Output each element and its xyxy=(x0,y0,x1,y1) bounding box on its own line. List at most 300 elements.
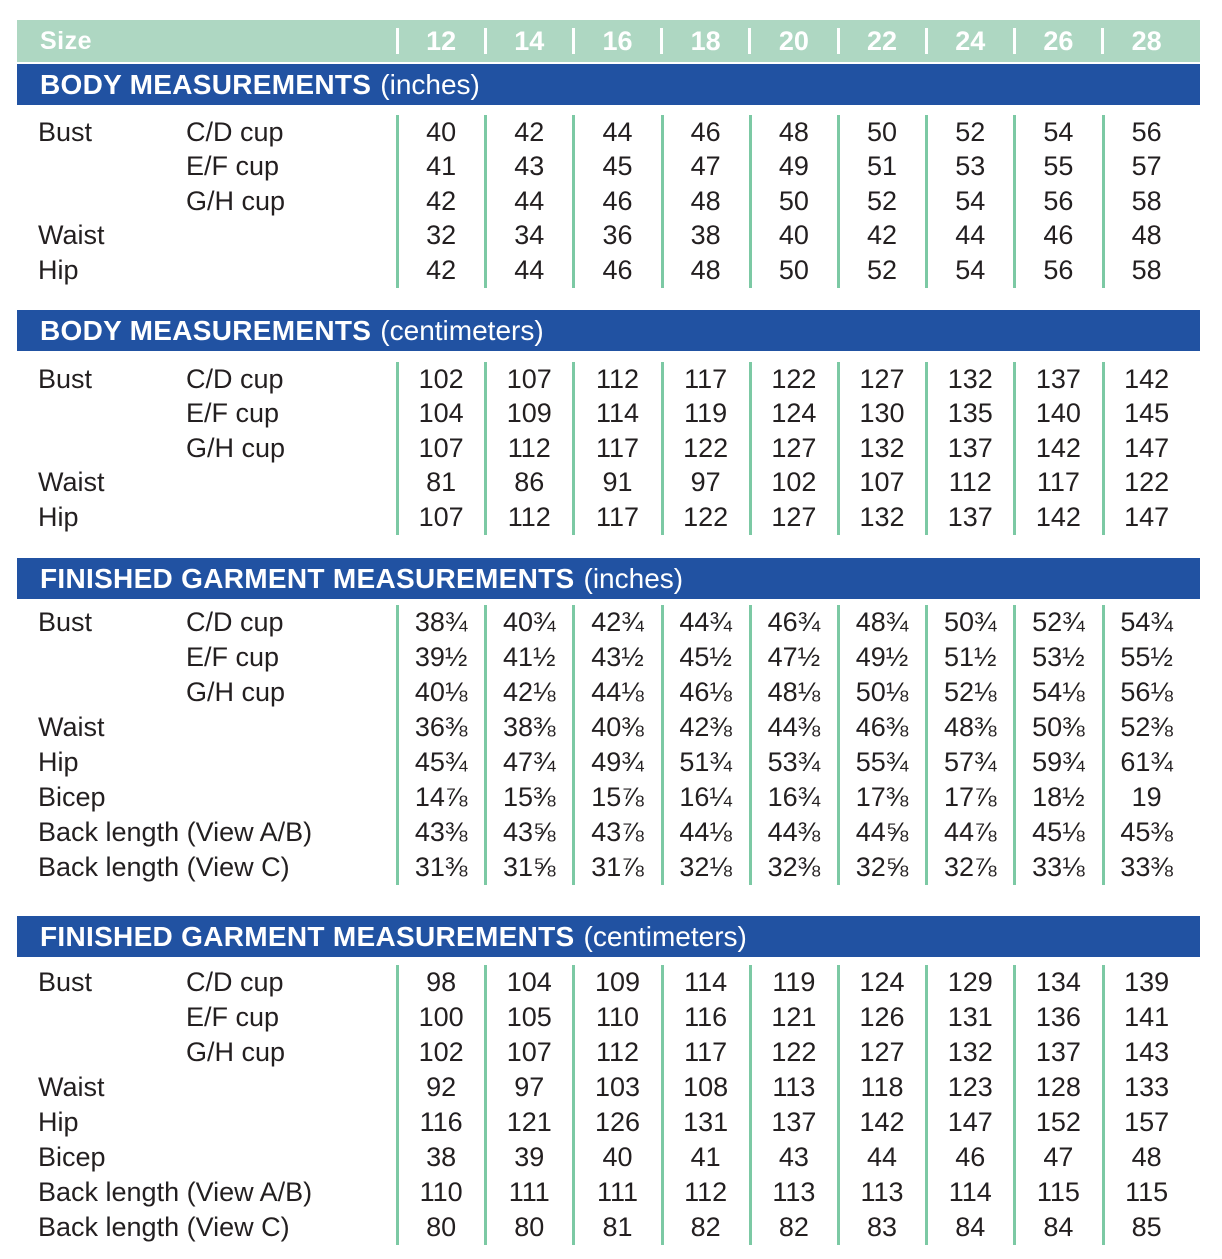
value-cell: 102 xyxy=(771,467,817,498)
value-cell: 137 xyxy=(1035,1037,1081,1067)
value-cell: 45 xyxy=(602,151,633,182)
value-cell: 40⅜ xyxy=(591,712,644,742)
size-header-divider xyxy=(1013,28,1016,54)
value-cell: 38 xyxy=(690,220,721,251)
value-cell: 137 xyxy=(771,1107,817,1137)
size-header-divider xyxy=(1101,28,1104,54)
section-title: FINISHED GARMENT MEASUREMENTS xyxy=(40,920,575,952)
row-label: Back length (View C) xyxy=(38,852,290,882)
measurement-row xyxy=(0,1035,1222,1070)
value-cell: 50 xyxy=(778,185,809,216)
value-cell: 44 xyxy=(955,220,986,251)
value-cell: 112 xyxy=(507,432,551,463)
size-header-band xyxy=(17,20,1200,62)
value-cell: 49½ xyxy=(855,642,909,672)
value-cell: 44⅜ xyxy=(767,817,821,847)
value-cell: 97 xyxy=(690,467,721,498)
row-label: Waist xyxy=(38,467,105,498)
column-divider xyxy=(572,605,575,885)
value-cell: 108 xyxy=(683,1072,729,1102)
value-cell: 124 xyxy=(771,398,817,429)
value-cell: 52 xyxy=(867,185,898,216)
cup-label: C/D cup xyxy=(186,967,284,997)
value-cell: 107 xyxy=(418,501,464,532)
column-divider xyxy=(661,965,664,1245)
value-cell: 44¾ xyxy=(679,607,732,637)
value-cell: 102 xyxy=(418,363,464,394)
measurement-section xyxy=(0,64,1222,288)
value-cell: 124 xyxy=(859,967,905,997)
value-cell: 32⅞ xyxy=(943,852,997,882)
value-cell: 110 xyxy=(595,1002,639,1032)
measurement-row xyxy=(0,500,1222,535)
value-cell: 42 xyxy=(514,116,545,147)
value-cell: 36⅜ xyxy=(414,712,468,742)
column-divider xyxy=(661,362,664,535)
measurement-row xyxy=(0,150,1222,185)
row-label: Back length (View A/B) xyxy=(38,817,313,847)
value-cell: 17⅞ xyxy=(943,782,997,812)
value-cell: 31⅜ xyxy=(414,852,468,882)
value-cell: 113 xyxy=(860,1177,904,1207)
measurement-row xyxy=(0,710,1222,745)
value-cell: 80 xyxy=(514,1212,545,1242)
value-cell: 140 xyxy=(1035,398,1081,429)
value-cell: 16¼ xyxy=(679,782,732,812)
measurement-row xyxy=(0,780,1222,815)
column-divider xyxy=(837,115,840,288)
column-divider xyxy=(572,115,575,288)
value-cell: 116 xyxy=(684,1002,728,1032)
value-cell: 61¾ xyxy=(1120,747,1173,777)
value-cell: 114 xyxy=(595,398,639,429)
value-cell: 46 xyxy=(955,1142,986,1172)
row-label: Bicep xyxy=(38,1142,106,1172)
value-cell: 39 xyxy=(514,1142,545,1172)
value-cell: 44 xyxy=(514,254,545,285)
row-label: Bicep xyxy=(38,782,106,812)
value-cell: 80 xyxy=(426,1212,457,1242)
value-cell: 100 xyxy=(418,1002,464,1032)
value-cell: 110 xyxy=(419,1177,463,1207)
value-cell: 117 xyxy=(684,363,728,394)
value-cell: 121 xyxy=(771,1002,817,1032)
value-cell: 46 xyxy=(602,185,633,216)
size-column-header: 22 xyxy=(867,25,898,56)
section-title: FINISHED GARMENT MEASUREMENTS xyxy=(40,562,575,594)
cup-label: E/F cup xyxy=(186,398,280,429)
value-cell: 109 xyxy=(594,967,640,997)
value-cell: 32 xyxy=(426,220,457,251)
measurement-row xyxy=(0,1140,1222,1175)
column-divider xyxy=(1013,605,1016,885)
value-cell: 112 xyxy=(684,1177,728,1207)
section-body xyxy=(0,965,1222,1245)
value-cell: 50⅛ xyxy=(855,677,909,707)
row-label: Bust xyxy=(38,363,93,394)
value-cell: 117 xyxy=(595,501,639,532)
value-cell: 58 xyxy=(1131,254,1162,285)
value-cell: 142 xyxy=(859,1107,905,1137)
value-cell: 15⅞ xyxy=(591,782,644,812)
measurement-row xyxy=(0,466,1222,501)
value-cell: 43⅜ xyxy=(414,817,468,847)
value-cell: 44⅜ xyxy=(767,712,821,742)
cup-label: C/D cup xyxy=(186,363,284,394)
value-cell: 133 xyxy=(1124,1072,1170,1102)
value-cell: 152 xyxy=(1035,1107,1081,1137)
column-divider xyxy=(837,965,840,1245)
section-body xyxy=(0,362,1222,535)
value-cell: 52⅛ xyxy=(943,677,997,707)
measurement-row xyxy=(0,965,1222,1000)
measurement-row xyxy=(0,115,1222,150)
value-cell: 44⅛ xyxy=(679,817,732,847)
row-label: Hip xyxy=(38,747,79,777)
cup-label: C/D cup xyxy=(186,116,284,147)
value-cell: 142 xyxy=(1035,501,1081,532)
row-label: Hip xyxy=(38,501,79,532)
value-cell: 43⅞ xyxy=(591,817,644,847)
value-cell: 44 xyxy=(867,1142,898,1172)
size-column-header: 16 xyxy=(602,25,633,56)
value-cell: 36 xyxy=(602,220,633,251)
value-cell: 105 xyxy=(506,1002,552,1032)
measurement-row xyxy=(0,397,1222,432)
value-cell: 139 xyxy=(1124,967,1170,997)
value-cell: 48 xyxy=(690,185,721,216)
measurement-row xyxy=(0,1070,1222,1105)
row-label: Bust xyxy=(38,607,93,637)
value-cell: 46⅛ xyxy=(679,677,732,707)
value-cell: 55 xyxy=(1043,151,1074,182)
size-header-divider xyxy=(748,28,751,54)
value-cell: 127 xyxy=(859,363,905,394)
value-cell: 45⅜ xyxy=(1120,817,1173,847)
value-cell: 122 xyxy=(683,432,729,463)
value-cell: 132 xyxy=(859,432,905,463)
value-cell: 52⅜ xyxy=(1120,712,1173,742)
value-cell: 111 xyxy=(596,1177,638,1207)
value-cell: 42 xyxy=(426,254,457,285)
column-divider xyxy=(1102,605,1105,885)
value-cell: 97 xyxy=(514,1072,545,1102)
size-header-divider xyxy=(484,28,487,54)
value-cell: 135 xyxy=(947,398,993,429)
measurement-row xyxy=(0,815,1222,850)
measurement-section xyxy=(0,310,1222,535)
value-cell: 34 xyxy=(514,220,545,251)
measurement-row xyxy=(0,362,1222,397)
cup-label: G/H cup xyxy=(186,1037,286,1067)
column-divider xyxy=(396,605,399,885)
column-divider xyxy=(1013,965,1016,1245)
section-title: BODY MEASUREMENTS xyxy=(40,314,372,346)
value-cell: 40 xyxy=(426,116,457,147)
value-cell: 16¾ xyxy=(767,782,821,812)
value-cell: 136 xyxy=(1035,1002,1081,1032)
value-cell: 54 xyxy=(955,254,986,285)
value-cell: 107 xyxy=(506,363,552,394)
value-cell: 121 xyxy=(506,1107,552,1137)
measurement-row xyxy=(0,1175,1222,1210)
value-cell: 103 xyxy=(594,1072,640,1102)
cup-label: E/F cup xyxy=(186,1002,280,1032)
value-cell: 84 xyxy=(955,1212,986,1242)
value-cell: 126 xyxy=(859,1002,905,1032)
value-cell: 82 xyxy=(778,1212,809,1242)
column-divider xyxy=(1102,115,1105,288)
value-cell: 122 xyxy=(771,1037,817,1067)
column-divider xyxy=(484,362,487,535)
size-column-header: 14 xyxy=(514,25,545,56)
section-header-band xyxy=(17,558,1200,599)
measurement-row xyxy=(0,1000,1222,1035)
value-cell: 127 xyxy=(859,1037,905,1067)
value-cell: 53½ xyxy=(1032,642,1085,672)
column-divider xyxy=(396,965,399,1245)
value-cell: 98 xyxy=(426,967,457,997)
value-cell: 38¾ xyxy=(414,607,468,637)
value-cell: 56 xyxy=(1043,185,1074,216)
section-body xyxy=(0,605,1222,885)
column-divider xyxy=(484,115,487,288)
value-cell: 55¾ xyxy=(855,747,909,777)
value-cell: 142 xyxy=(1035,432,1081,463)
row-label: Waist xyxy=(38,220,105,251)
measurement-row xyxy=(0,184,1222,219)
value-cell: 44⅛ xyxy=(591,677,644,707)
section-unit: (centimeters) xyxy=(583,920,747,952)
row-label: Bust xyxy=(38,967,93,997)
value-cell: 45½ xyxy=(679,642,732,672)
value-cell: 129 xyxy=(947,967,993,997)
value-cell: 44⅞ xyxy=(943,817,997,847)
column-divider xyxy=(749,115,752,288)
value-cell: 42 xyxy=(426,185,457,216)
value-cell: 18½ xyxy=(1032,782,1085,812)
value-cell: 157 xyxy=(1124,1107,1170,1137)
size-column-header: 28 xyxy=(1131,25,1162,56)
value-cell: 81 xyxy=(602,1212,633,1242)
value-cell: 48⅛ xyxy=(767,677,821,707)
value-cell: 119 xyxy=(772,967,816,997)
value-cell: 55½ xyxy=(1120,642,1173,672)
value-cell: 59¾ xyxy=(1032,747,1085,777)
value-cell: 107 xyxy=(418,432,464,463)
column-divider xyxy=(396,362,399,535)
value-cell: 102 xyxy=(418,1037,464,1067)
section-title: BODY MEASUREMENTS xyxy=(40,68,372,100)
measurement-row xyxy=(0,253,1222,288)
value-cell: 147 xyxy=(1124,432,1170,463)
value-cell: 116 xyxy=(419,1107,463,1137)
value-cell: 112 xyxy=(595,363,639,394)
value-cell: 50 xyxy=(778,254,809,285)
value-cell: 92 xyxy=(426,1072,457,1102)
value-cell: 115 xyxy=(1036,1177,1080,1207)
value-cell: 50 xyxy=(867,116,898,147)
column-divider xyxy=(837,362,840,535)
value-cell: 117 xyxy=(684,1037,728,1067)
value-cell: 32⅜ xyxy=(767,852,821,882)
value-cell: 51 xyxy=(867,151,898,182)
value-cell: 84 xyxy=(1043,1212,1074,1242)
value-cell: 118 xyxy=(860,1072,904,1102)
measurement-row xyxy=(0,219,1222,254)
value-cell: 86 xyxy=(514,467,545,498)
value-cell: 14⅞ xyxy=(414,782,468,812)
value-cell: 127 xyxy=(771,501,817,532)
size-column-header: 12 xyxy=(426,25,457,56)
measurement-row xyxy=(0,640,1222,675)
value-cell: 113 xyxy=(772,1177,816,1207)
value-cell: 19 xyxy=(1131,782,1162,812)
column-divider xyxy=(1013,115,1016,288)
value-cell: 48 xyxy=(1131,220,1162,251)
size-column-header: 24 xyxy=(955,25,986,56)
value-cell: 46 xyxy=(602,254,633,285)
size-header-grid xyxy=(17,20,1200,62)
value-cell: 38 xyxy=(426,1142,457,1172)
value-cell: 48¾ xyxy=(855,607,909,637)
value-cell: 45¾ xyxy=(414,747,468,777)
value-cell: 46 xyxy=(1043,220,1074,251)
column-divider xyxy=(661,605,664,885)
value-cell: 44⅝ xyxy=(855,817,909,847)
value-cell: 54 xyxy=(1043,116,1074,147)
value-cell: 119 xyxy=(684,398,728,429)
value-cell: 147 xyxy=(1124,501,1170,532)
section-unit: (centimeters) xyxy=(380,314,544,346)
value-cell: 137 xyxy=(947,501,993,532)
value-cell: 54 xyxy=(955,185,986,216)
size-column-header: 20 xyxy=(778,25,809,56)
value-cell: 114 xyxy=(948,1177,992,1207)
value-cell: 15⅜ xyxy=(503,782,556,812)
value-cell: 113 xyxy=(772,1072,816,1102)
value-cell: 112 xyxy=(595,1037,639,1067)
value-cell: 38⅜ xyxy=(503,712,556,742)
value-cell: 32⅛ xyxy=(679,852,732,882)
value-cell: 47¾ xyxy=(503,747,556,777)
value-cell: 48 xyxy=(690,254,721,285)
value-cell: 114 xyxy=(684,967,728,997)
value-cell: 41 xyxy=(426,151,457,182)
value-cell: 32⅝ xyxy=(855,852,909,882)
value-cell: 40¾ xyxy=(503,607,556,637)
measurement-row xyxy=(0,850,1222,885)
column-divider xyxy=(925,115,928,288)
section-header-band xyxy=(17,64,1200,105)
value-cell: 137 xyxy=(947,432,993,463)
value-cell: 49¾ xyxy=(591,747,644,777)
value-cell: 54⅛ xyxy=(1032,677,1085,707)
value-cell: 47 xyxy=(1043,1142,1074,1172)
value-cell: 51½ xyxy=(943,642,997,672)
value-cell: 43 xyxy=(778,1142,809,1172)
row-label: Hip xyxy=(38,1107,79,1137)
value-cell: 40 xyxy=(602,1142,633,1172)
size-column-header: 26 xyxy=(1043,25,1074,56)
value-cell: 44 xyxy=(514,185,545,216)
value-cell: 104 xyxy=(506,967,552,997)
value-cell: 42⅛ xyxy=(503,677,556,707)
value-cell: 48⅜ xyxy=(943,712,997,742)
value-cell: 137 xyxy=(1035,363,1081,394)
size-header-divider xyxy=(396,28,399,54)
value-cell: 50⅜ xyxy=(1032,712,1085,742)
value-cell: 83 xyxy=(867,1212,898,1242)
column-divider xyxy=(749,362,752,535)
row-label: Back length (View C) xyxy=(38,1212,290,1242)
cup-label: G/H cup xyxy=(186,432,286,463)
value-cell: 132 xyxy=(947,1037,993,1067)
value-cell: 142 xyxy=(1124,363,1170,394)
column-divider xyxy=(484,965,487,1245)
value-cell: 43½ xyxy=(591,642,644,672)
value-cell: 141 xyxy=(1124,1002,1170,1032)
column-divider xyxy=(572,362,575,535)
value-cell: 39½ xyxy=(414,642,468,672)
value-cell: 91 xyxy=(602,467,633,498)
value-cell: 127 xyxy=(771,432,817,463)
value-cell: 111 xyxy=(508,1177,550,1207)
size-header-divider xyxy=(925,28,928,54)
value-cell: 33⅛ xyxy=(1032,852,1085,882)
value-cell: 42 xyxy=(867,220,898,251)
value-cell: 122 xyxy=(771,363,817,394)
value-cell: 43⅝ xyxy=(503,817,556,847)
cup-label: E/F cup xyxy=(186,151,280,182)
cup-label: G/H cup xyxy=(186,185,286,216)
measurement-section xyxy=(0,558,1222,885)
measurement-row xyxy=(0,1210,1222,1245)
value-cell: 82 xyxy=(690,1212,721,1242)
value-cell: 117 xyxy=(1036,467,1080,498)
value-cell: 58 xyxy=(1131,185,1162,216)
section-body xyxy=(0,115,1222,288)
value-cell: 117 xyxy=(595,432,639,463)
size-header-divider xyxy=(660,28,663,54)
value-cell: 46⅜ xyxy=(855,712,909,742)
value-cell: 81 xyxy=(426,467,457,498)
row-label: Waist xyxy=(38,712,105,742)
value-cell: 44 xyxy=(602,116,633,147)
section-unit: (inches) xyxy=(380,68,480,100)
column-divider xyxy=(1102,965,1105,1245)
value-cell: 112 xyxy=(948,467,992,498)
value-cell: 132 xyxy=(947,363,993,394)
value-cell: 131 xyxy=(683,1107,729,1137)
value-cell: 107 xyxy=(859,467,905,498)
value-cell: 56⅛ xyxy=(1120,677,1173,707)
value-cell: 128 xyxy=(1035,1072,1081,1102)
value-cell: 104 xyxy=(418,398,464,429)
value-cell: 126 xyxy=(594,1107,640,1137)
value-cell: 109 xyxy=(506,398,552,429)
cup-label: G/H cup xyxy=(186,677,286,707)
column-divider xyxy=(661,115,664,288)
value-cell: 49 xyxy=(778,151,809,182)
section-header-band xyxy=(17,916,1200,957)
size-header-divider xyxy=(837,28,840,54)
size-header-divider xyxy=(572,28,575,54)
value-cell: 48 xyxy=(1131,1142,1162,1172)
measurement-row xyxy=(0,431,1222,466)
column-divider xyxy=(837,605,840,885)
value-cell: 46¾ xyxy=(767,607,821,637)
